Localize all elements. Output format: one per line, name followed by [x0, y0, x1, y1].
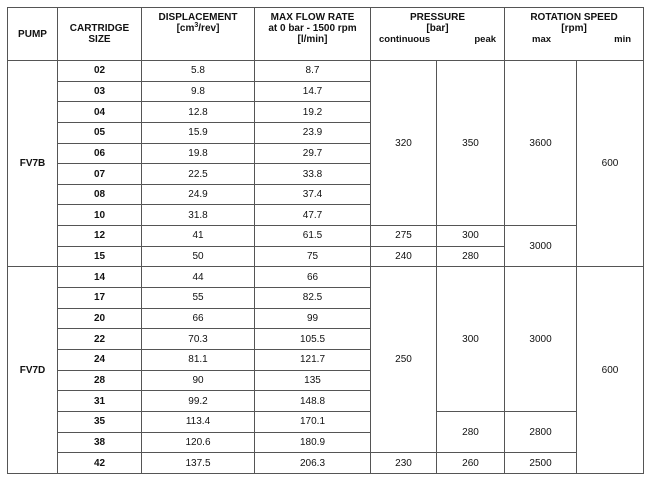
header-pressure-unit: [bar]	[426, 23, 449, 34]
header-rotation-min: min	[614, 34, 632, 45]
cell-continuous: 320	[371, 61, 437, 226]
header-flow-line1: MAX FLOW RATE	[270, 12, 355, 23]
cell-size: 35	[58, 411, 142, 432]
header-pressure-line1: PRESSURE	[410, 12, 466, 23]
cell-flow: 148.8	[255, 391, 371, 412]
cell-size: 03	[58, 81, 142, 102]
cell-size: 14	[58, 267, 142, 288]
cell-flow: 206.3	[255, 453, 371, 474]
cell-size: 20	[58, 308, 142, 329]
cell-displacement: 99.2	[142, 391, 255, 412]
cell-rot-min: 600	[577, 61, 644, 267]
cell-displacement: 24.9	[142, 184, 255, 205]
cell-flow: 19.2	[255, 102, 371, 123]
header-cartridge-line1: CARTRIDGE	[69, 23, 130, 34]
cell-displacement: 81.1	[142, 349, 255, 370]
cell-flow: 8.7	[255, 61, 371, 82]
cell-continuous: 240	[371, 246, 437, 267]
pump-fv7b: FV7B	[8, 61, 58, 267]
cell-displacement: 113.4	[142, 411, 255, 432]
cell-flow: 121.7	[255, 349, 371, 370]
cell-peak: 300	[437, 267, 505, 411]
cell-displacement: 55	[142, 288, 255, 309]
header-displacement-unit	[142, 23, 254, 34]
header-pump: PUMP	[8, 8, 58, 61]
table-row	[8, 453, 644, 474]
table-row	[8, 267, 644, 288]
header-pressure-continuous: continuous	[379, 34, 431, 45]
cell-rot-max: 3600	[505, 61, 577, 226]
header-row	[8, 8, 644, 61]
cell-displacement: 137.5	[142, 453, 255, 474]
header-cartridge-size	[58, 8, 142, 61]
cell-peak: 280	[437, 246, 505, 267]
cell-flow: 47.7	[255, 205, 371, 226]
cell-displacement: 19.8	[142, 143, 255, 164]
cell-flow: 33.8	[255, 164, 371, 185]
cell-flow: 135	[255, 370, 371, 391]
cell-size: 17	[58, 288, 142, 309]
displacement-unit-pre: [cm	[176, 23, 195, 34]
cell-flow: 37.4	[255, 184, 371, 205]
header-rotation-unit: [rpm]	[561, 23, 587, 34]
cell-flow: 61.5	[255, 226, 371, 247]
cell-continuous: 230	[371, 453, 437, 474]
cell-size: 04	[58, 102, 142, 123]
cell-displacement: 9.8	[142, 81, 255, 102]
header-flow-line3: [l/min]	[297, 34, 328, 45]
header-displacement-line1: DISPLACEMENT	[158, 12, 238, 23]
header-rotation-line1: ROTATION SPEED	[530, 12, 618, 23]
cell-rot-min: 600	[577, 267, 644, 474]
cell-rot-max: 2500	[505, 453, 577, 474]
cell-size: 08	[58, 184, 142, 205]
cell-size: 05	[58, 122, 142, 143]
cell-size: 12	[58, 226, 142, 247]
cell-rot-max: 2800	[505, 411, 577, 452]
cell-displacement: 70.3	[142, 329, 255, 350]
cell-flow: 14.7	[255, 81, 371, 102]
cell-size: 07	[58, 164, 142, 185]
cell-peak: 350	[437, 61, 505, 226]
cell-rot-max: 3000	[505, 267, 577, 411]
cell-peak: 280	[437, 411, 505, 452]
cell-flow: 99	[255, 308, 371, 329]
pump-fv7d: FV7D	[8, 267, 58, 474]
table-row	[8, 61, 644, 82]
cell-flow: 23.9	[255, 122, 371, 143]
header-pressure	[371, 8, 505, 61]
cell-size: 15	[58, 246, 142, 267]
cell-size: 02	[58, 61, 142, 82]
cell-flow: 29.7	[255, 143, 371, 164]
cell-flow: 170.1	[255, 411, 371, 432]
cell-displacement: 12.8	[142, 102, 255, 123]
cell-flow: 180.9	[255, 432, 371, 453]
table-row	[8, 411, 644, 432]
table-row	[8, 226, 644, 247]
header-cartridge-line2: SIZE	[88, 34, 111, 45]
cell-displacement: 15.9	[142, 122, 255, 143]
header-flow-line2: at 0 bar - 1500 rpm	[268, 23, 357, 34]
cell-size: 28	[58, 370, 142, 391]
cell-size: 06	[58, 143, 142, 164]
header-rotation-max: max	[532, 34, 552, 45]
pump-spec-table	[7, 7, 644, 474]
displacement-unit-post: /rev]	[198, 23, 220, 34]
cell-displacement: 120.6	[142, 432, 255, 453]
cell-flow: 82.5	[255, 288, 371, 309]
cell-displacement: 90	[142, 370, 255, 391]
cell-size: 38	[58, 432, 142, 453]
cell-displacement: 31.8	[142, 205, 255, 226]
cell-continuous: 250	[371, 267, 437, 453]
cell-displacement: 50	[142, 246, 255, 267]
cell-continuous: 275	[371, 226, 437, 247]
cell-flow: 105.5	[255, 329, 371, 350]
cell-displacement: 41	[142, 226, 255, 247]
cell-displacement: 44	[142, 267, 255, 288]
cell-rot-max: 3000	[505, 226, 577, 267]
cell-size: 10	[58, 205, 142, 226]
cell-displacement: 66	[142, 308, 255, 329]
header-rotation	[505, 8, 644, 61]
header-max-flow	[255, 8, 371, 61]
cell-peak: 260	[437, 453, 505, 474]
cell-displacement: 22.5	[142, 164, 255, 185]
displacement-unit-sup: 3	[194, 22, 199, 29]
cell-peak: 300	[437, 226, 505, 247]
cell-size: 42	[58, 453, 142, 474]
cell-size: 31	[58, 391, 142, 412]
cell-flow: 66	[255, 267, 371, 288]
cell-flow: 75	[255, 246, 371, 267]
header-displacement	[142, 8, 255, 61]
cell-size: 24	[58, 349, 142, 370]
cell-size: 22	[58, 329, 142, 350]
header-pressure-peak: peak	[474, 34, 497, 45]
cell-displacement: 5.8	[142, 61, 255, 82]
